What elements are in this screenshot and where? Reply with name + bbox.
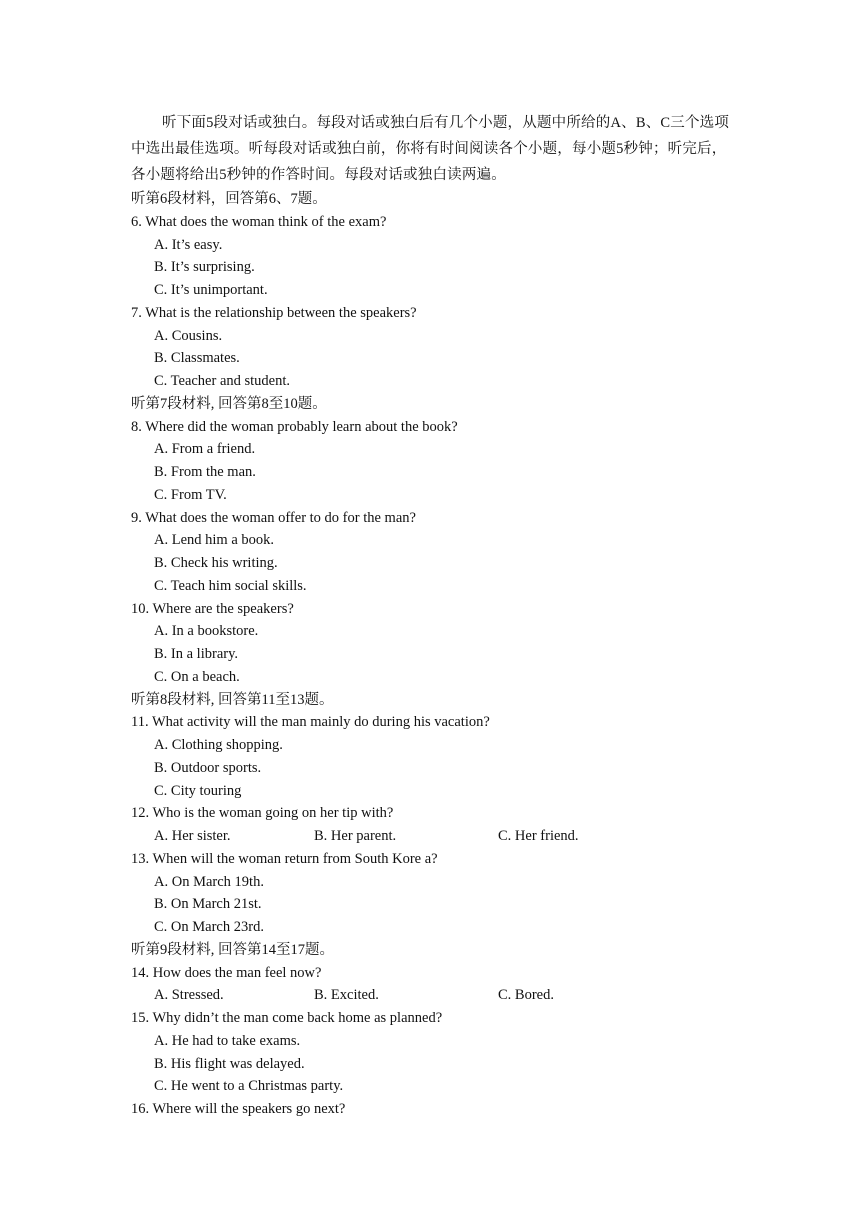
answer-option: A. Lend him a book. — [154, 532, 275, 549]
answer-option: B. His flight was delayed. — [154, 1055, 305, 1072]
instructions-paragraph: 听下面5段对话或独白。每段对话或独白后有几个小题，从题中所给的A、B、C三个选项中选出最佳选项。听每段对话或独白前，你将有时间阅读各个小题，每小题5秒钟；听完后，各小题将给出5秒钟的作答时间。每段对话或独白读两遍。 — [131, 115, 730, 183]
section-header: 听第9段材料, 回答第14至17题。 — [131, 941, 334, 958]
answer-option: A. He had to take exams. — [154, 1032, 301, 1049]
answer-option: C. From TV. — [154, 486, 227, 503]
section-header: 听第6段材料，回答第6、7题。 — [131, 191, 327, 207]
answer-option: C. On a beach. — [154, 668, 240, 685]
answer-option: B. On March 21st. — [154, 896, 262, 913]
answer-option: C. Her friend. — [498, 828, 579, 844]
section-header: 听第8段材料, 回答第11至13题。 — [131, 691, 334, 708]
answer-option: B. Classmates. — [154, 350, 240, 367]
question-text: 16. Where will the speakers go next? — [131, 1101, 346, 1117]
answer-option: A. Clothing shopping. — [154, 737, 283, 753]
answer-option: C. City touring — [154, 782, 242, 799]
option-row — [131, 984, 741, 1007]
answer-option: C. Teach him social skills. — [154, 577, 307, 594]
question-text: 6. What does the woman think of the exam? — [131, 213, 387, 230]
answer-option: B. Excited. — [314, 987, 379, 1004]
answer-option: A. Stressed. — [154, 987, 224, 1004]
section-header: 听第7段材料, 回答第8至10题。 — [131, 395, 327, 412]
answer-option: C. It’s unimportant. — [154, 282, 268, 298]
question-text: 7. What is the relationship between the speakers? — [131, 304, 417, 321]
question-text: 8. Where did the woman probably learn about the book? — [131, 418, 458, 435]
answer-option: B. Outdoor sports. — [154, 759, 262, 776]
answer-option: C. He went to a Christmas party. — [154, 1078, 344, 1095]
question-text: 10. Where are the speakers? — [131, 600, 294, 617]
answer-option: B. Check his writing. — [154, 555, 278, 571]
exam-page — [131, 110, 741, 1121]
answer-option: A. Her sister. — [154, 828, 231, 844]
answer-option: B. From the man. — [154, 464, 256, 480]
question-text: 15. Why didn’t the man come back home as planned? — [131, 1010, 443, 1026]
question-text: 9. What does the woman offer to do for the man? — [131, 509, 416, 526]
question-text: 12. Who is the woman going on her tip with? — [131, 805, 394, 822]
answer-option: B. In a library. — [154, 646, 239, 662]
question-text: 13. When will the woman return from South Kore a? — [131, 850, 438, 867]
answer-option: C. On March 23rd. — [154, 919, 264, 935]
question-list — [131, 188, 741, 1121]
answer-option: B. Her parent. — [314, 828, 397, 844]
answer-option: C. Teacher and student. — [154, 373, 291, 389]
question-text: 14. How does the man feel now? — [131, 964, 322, 981]
answer-option: C. Bored. — [498, 987, 554, 1004]
answer-option: A. In a bookstore. — [154, 623, 259, 640]
answer-option: B. It’s surprising. — [154, 259, 255, 276]
answer-option: A. It’s easy. — [154, 236, 223, 253]
answer-option: A. Cousins. — [154, 327, 223, 344]
answer-option: A. From a friend. — [154, 441, 256, 458]
option-row — [131, 825, 741, 848]
question-text: 11. What activity will the man mainly do during his vacation? — [131, 714, 490, 731]
answer-option: A. On March 19th. — [154, 873, 264, 890]
